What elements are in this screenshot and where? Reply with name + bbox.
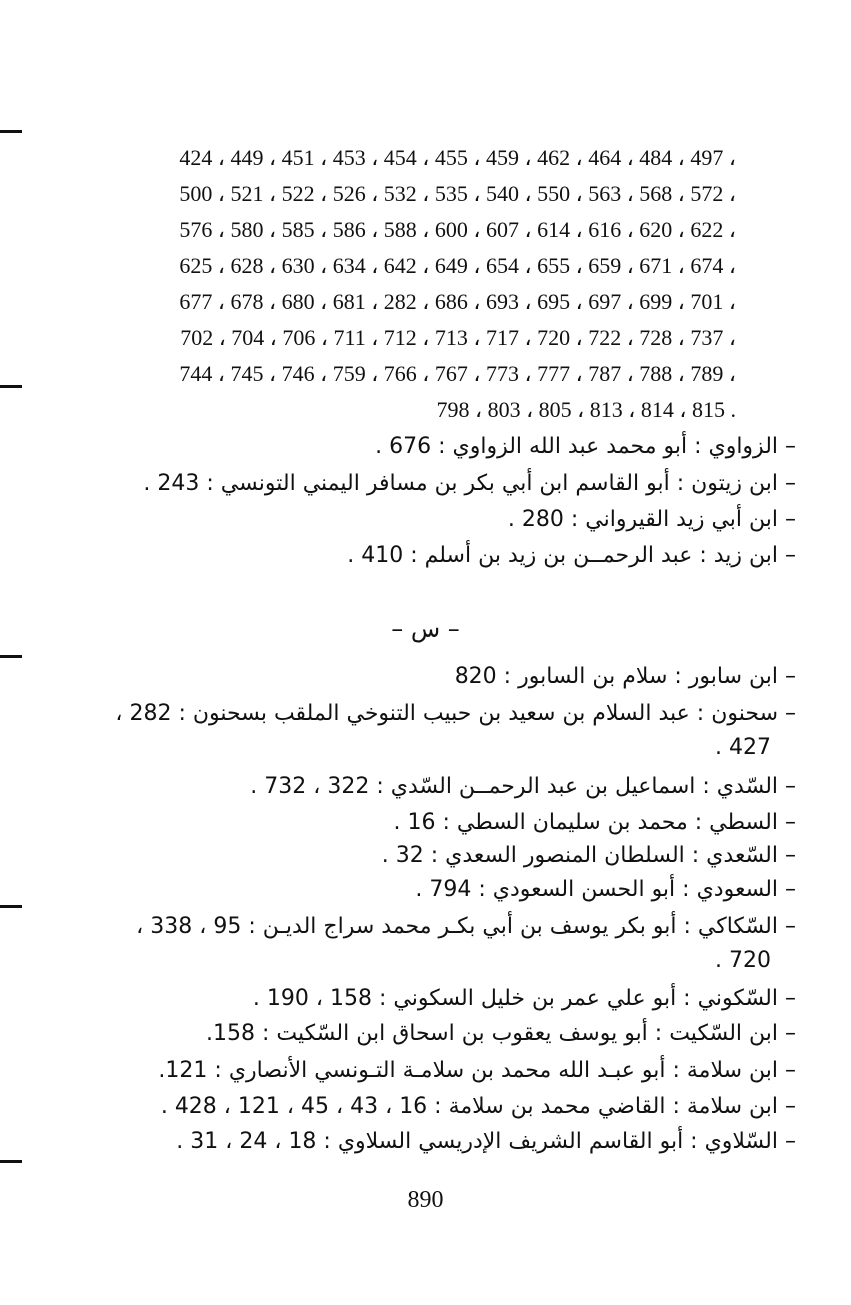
entry-text: – السّدي : اسماعيل بن عبد الرحمــن السّدي : 322 ، 732 . xyxy=(250,774,796,799)
page-reference-line: 576 ، 580 ، 585 ، 586 ، 588 ، 600 ، 607 ، 614 ، 616 ، 620 ، 622 ، xyxy=(179,217,736,242)
scan-edge-mark xyxy=(0,905,22,908)
entry-text: – السعودي : أبو الحسن السعودي : 794 . xyxy=(415,877,796,902)
page-reference-line: 625 ، 628 ، 630 ، 634 ، 642 ، 649 ، 654 ، 655 ، 659 ، 671 ، 674 ، xyxy=(179,253,736,278)
index-entry xyxy=(96,873,796,907)
index-entry xyxy=(96,770,796,804)
entry-text: – السّكاكي : أبو بكر يوسف بن أبي بكـر محمد سراج الديـن : 95 ، 338 ، xyxy=(136,914,796,939)
index-entry xyxy=(96,982,796,1016)
index-entry xyxy=(96,806,796,840)
entry-text: – سحنون : عبد السلام بن سعيد بن حبيب التنوخي الملقب بسحنون : 282 ، xyxy=(115,701,796,726)
index-entry: – الزواوي : أبو محمد عبد الله الزواوي : 676 . xyxy=(375,434,796,459)
scan-edge-mark xyxy=(0,130,22,133)
page-number: 890 xyxy=(407,1187,444,1213)
entry-text: – السطي : محمد بن سليمان السطي : 16 . xyxy=(393,810,796,835)
entry-text: – السّكوني : أبو علي عمر بن خليل السكوني : 158 ، 190 . xyxy=(252,986,796,1011)
index-entry: – ابن زيد : عبد الرحمــن بن زيد بن أسلم : 410 . xyxy=(347,543,796,568)
entry-text: – ابن السّكيت : أبو يوسف يعقوب بن اسحاق ابن السّكيت : 158. xyxy=(206,1021,796,1046)
scan-edge-mark xyxy=(0,1160,22,1163)
entry-continuation: 427 . xyxy=(715,735,771,760)
scan-edge-mark xyxy=(0,655,22,658)
index-entry xyxy=(96,1090,796,1124)
page-reference-line: 702 ، 704 ، 706 ، 711 ، 712 ، 713 ، 717 ، 720 ، 722 ، 728 ، 737 ، xyxy=(180,325,736,350)
page-reference-line: 798 ، 803 ، 805 ، 813 ، 814 ، 815 . xyxy=(436,397,736,422)
index-entry xyxy=(96,1017,796,1051)
entry-text: – ابن سلامة : أبو عبـد الله محمد بن سلامـة التـونسي الأنصاري : 121. xyxy=(158,1058,796,1083)
index-entry xyxy=(96,1054,796,1088)
page-reference-line: 500 ، 521 ، 522 ، 526 ، 532 ، 535 ، 540 ، 550 ، 563 ، 568 ، 572 ، xyxy=(179,181,736,206)
index-entry xyxy=(96,1125,796,1159)
section-letter-heading: – س – xyxy=(391,615,460,643)
index-entry xyxy=(96,697,796,765)
index-entry xyxy=(96,839,796,873)
index-entry: – ابن زيتون : أبو القاسم ابن أبي بكر بن مسافر اليمني التونسي : 243 . xyxy=(143,471,796,496)
page-reference-line: 677 ، 678 ، 680 ، 681 ، 282 ، 686 ، 693 ، 695 ، 697 ، 699 ، 701 ، xyxy=(179,289,736,314)
index-entry: – ابن أبي زيد القيرواني : 280 . xyxy=(507,507,796,532)
entry-text: – ابن سلامة : القاضي محمد بن سلامة : 16 ، 43 ، 45 ، 121 ، 428 . xyxy=(160,1094,796,1119)
index-entry xyxy=(96,910,796,978)
entry-text: – السّلاوي : أبو القاسم الشريف الإدريسي السلاوي : 18 ، 24 ، 31 . xyxy=(176,1129,796,1154)
entry-text: – السّعدي : السلطان المنصور السعدي : 32 . xyxy=(381,843,796,868)
entry-text: – ابن سابور : سلام بن السابور : 820 xyxy=(454,664,796,689)
page-reference-line: 744 ، 745 ، 746 ، 759 ، 766 ، 767 ، 773 ، 777 ، 787 ، 788 ، 789 ، xyxy=(179,361,736,386)
index-entry xyxy=(96,660,796,694)
scan-edge-mark xyxy=(0,385,22,388)
entry-continuation: 720 . xyxy=(715,948,771,973)
page-reference-line: 424 ، 449 ، 451 ، 453 ، 454 ، 455 ، 459 ، 462 ، 464 ، 484 ، 497 ، xyxy=(179,145,736,170)
